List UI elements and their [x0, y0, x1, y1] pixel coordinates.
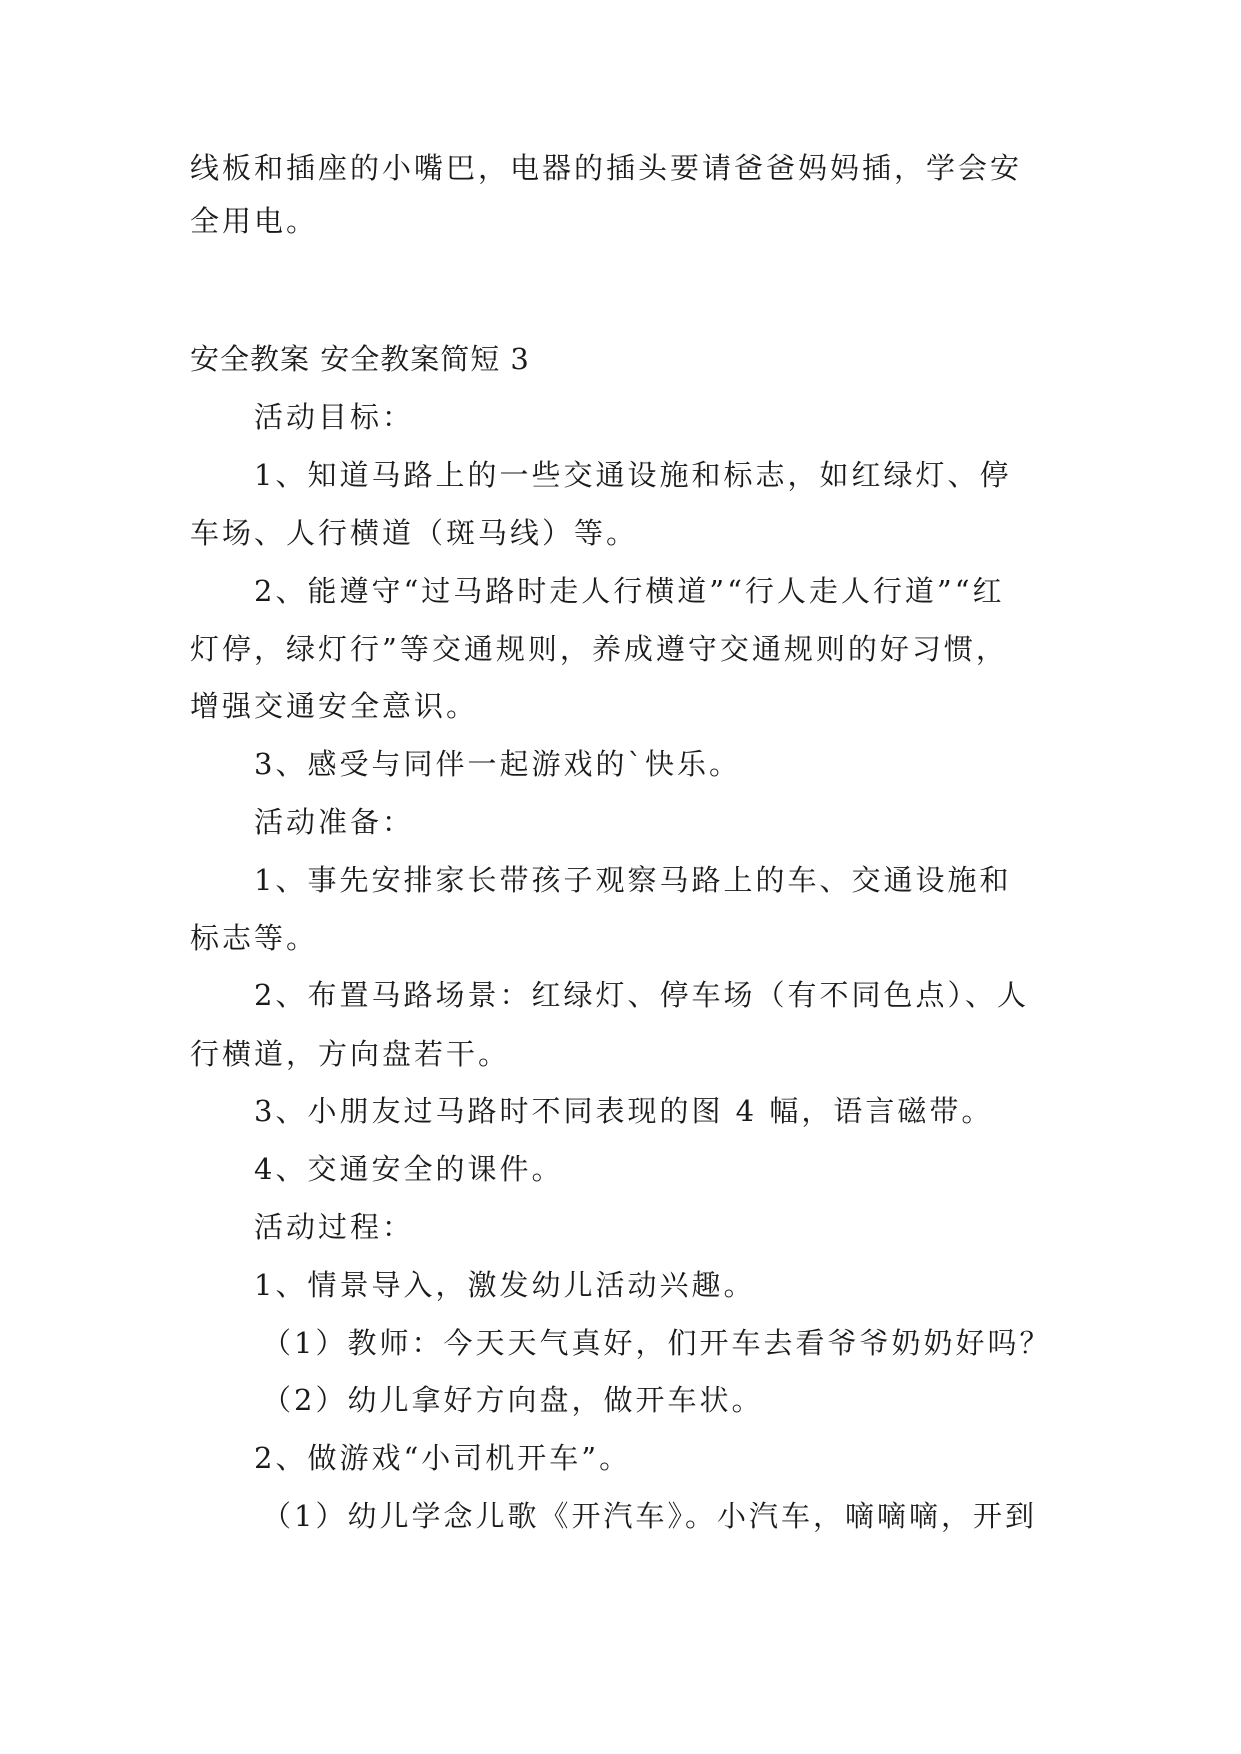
text-line: 车场、人行横道（斑马线）等。	[190, 516, 639, 550]
text-line: 增强交通安全意识。	[190, 689, 479, 723]
text-line: 2、做游戏“小司机开车”。	[254, 1441, 632, 1475]
text-line: 线板和插座的小嘴巴，电器的插头要请爸爸妈妈插，学会安	[190, 151, 1023, 185]
text-line: 行横道，方向盘若干。	[190, 1037, 511, 1071]
text-line: 全用电。	[190, 204, 319, 238]
text-line: （1）幼儿学念儿歌《开汽车》。小汽车，嘀嘀嘀，开到	[262, 1499, 1037, 1533]
text-line: 2、布置马路场景：红绿灯、停车场（有不同色点）、人	[254, 978, 1029, 1012]
text-line: 灯停，绿灯行”等交通规则，养成遵守交通规则的好习惯，	[190, 632, 1008, 666]
text-line: （1）教师：今天天气真好，们开车去看爷爷奶奶好吗？	[262, 1326, 1052, 1360]
text-line: 2、能遵守“过马路时走人行横道”“行人走人行道”“红	[254, 574, 1005, 608]
text-line: 3、感受与同伴一起游戏的`快乐。	[254, 747, 741, 781]
subheading-process: 活动过程：	[254, 1210, 415, 1244]
text-line: 1、情景导入，激发幼儿活动兴趣。	[254, 1268, 756, 1302]
text-line: 标志等。	[190, 921, 319, 955]
text-line: （2）幼儿拿好方向盘，做开车状。	[262, 1383, 764, 1417]
section-heading: 安全教案 安全教案简短 3	[190, 342, 530, 376]
text-line: 4、交通安全的课件。	[254, 1152, 564, 1186]
subheading-objectives: 活动目标：	[254, 400, 415, 434]
subheading-preparation: 活动准备：	[254, 805, 415, 839]
text-line: 1、知道马路上的一些交通设施和标志，如红绿灯、停	[254, 458, 1012, 492]
text-line: 1、事先安排家长带孩子观察马路上的车、交通设施和	[254, 863, 1012, 897]
text-line: 3、小朋友过马路时不同表现的图 4 幅，语言磁带。	[254, 1094, 994, 1128]
